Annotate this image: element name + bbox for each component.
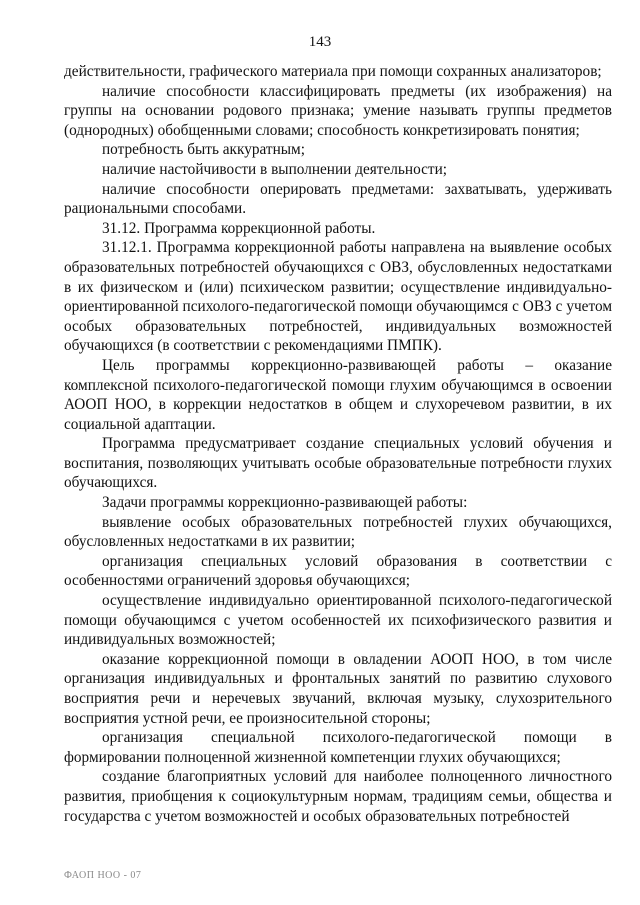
page-number: 143 xyxy=(308,34,332,50)
list-item-correctional-help: оказание коррекционной помощи в овладении АООП НОО, в том числе организация индивидуальных и фронтальных занятий по развитию слухового восприятия речи и неречевых звучаний, включая музыку, слухозрительного восприятия устной речи, ее произносительной стороны; xyxy=(64,650,612,727)
list-item-identification: выявление особых образовательных потребностей глухих обучающихся, обусловленных недостатками в их развитии; xyxy=(64,513,612,551)
list-item-life-competence: организация специальной психолого-педагогической помощи в формировании полноценной жизненной компетенции глухих обучающихся; xyxy=(64,729,612,766)
document-body xyxy=(64,62,612,826)
paragraph-program-goal: Цель программы коррекционно-развивающей работы – оказание комплексной психолого-педагогической помощи глухим обучающимся в освоении АООП НОО, в коррекции недостатков в общем и слухоречевом развитии, в их социальной адаптации. xyxy=(64,356,612,433)
paragraph-classification-ability: наличие способности классифицировать предметы (их изображения) на группы на основании родового признака; умение называть группы предметов (однородных) обобщенными словами; способность конкретизировать понятия; xyxy=(64,82,612,139)
section-heading-31-12: 31.12. Программа коррекционной работы. xyxy=(102,219,376,237)
paragraph-program-provides: Программа предусматривает создание специальных условий обучения и воспитания, позволяющих учитывать особые образовательные потребности глухих обучающихся. xyxy=(64,435,612,492)
paragraph-tasks-heading: Задачи программы коррекционно-развивающей работы: xyxy=(102,494,468,512)
paragraph-object-operation: наличие способности оперировать предметами: захватывать, удерживать рациональными способами. xyxy=(64,180,612,218)
paragraph-31-12-1: 31.12.1. Программа коррекционной работы направлена на выявление особых образовательных потребностей обучающихся с ОВЗ, обусловленных недостатками в их физическом и (или) психическом развитии; осуществление индивидуально-ориентированной психолого-педагогической помощи обучающимся с ОВЗ с учетом особых образовательных потребностей, индивидуальных возможностей обучающихся (в соответствии с рекомендациями ПМПК). xyxy=(64,239,612,355)
footer-code: ФАОП НОО - 07 xyxy=(64,870,142,881)
list-item-special-conditions: организация специальных условий образования в соответствии с особенностями ограничений здоровья обучающихся; xyxy=(64,552,612,590)
paragraph-continuation: действительности, графического материала при помощи сохранных анализаторов; xyxy=(64,63,602,80)
list-item-favorable-conditions: создание благоприятных условий для наиболее полноценного личностного развития, приобщения к социокультурным нормам, традициям семьи, общества и государства с учетом возможностей и особых образовательных потребностей xyxy=(64,768,612,825)
paragraph-accuracy-need: потребность быть аккуратным; xyxy=(102,141,305,159)
list-item-individual-help: осуществление индивидуально ориентированной психолого-педагогической помощи обучающимся с учетом особенностей их психофизического развития и индивидуальных возможностей; xyxy=(64,592,612,649)
paragraph-persistence: наличие настойчивости в выполнении деятельности; xyxy=(102,160,448,178)
